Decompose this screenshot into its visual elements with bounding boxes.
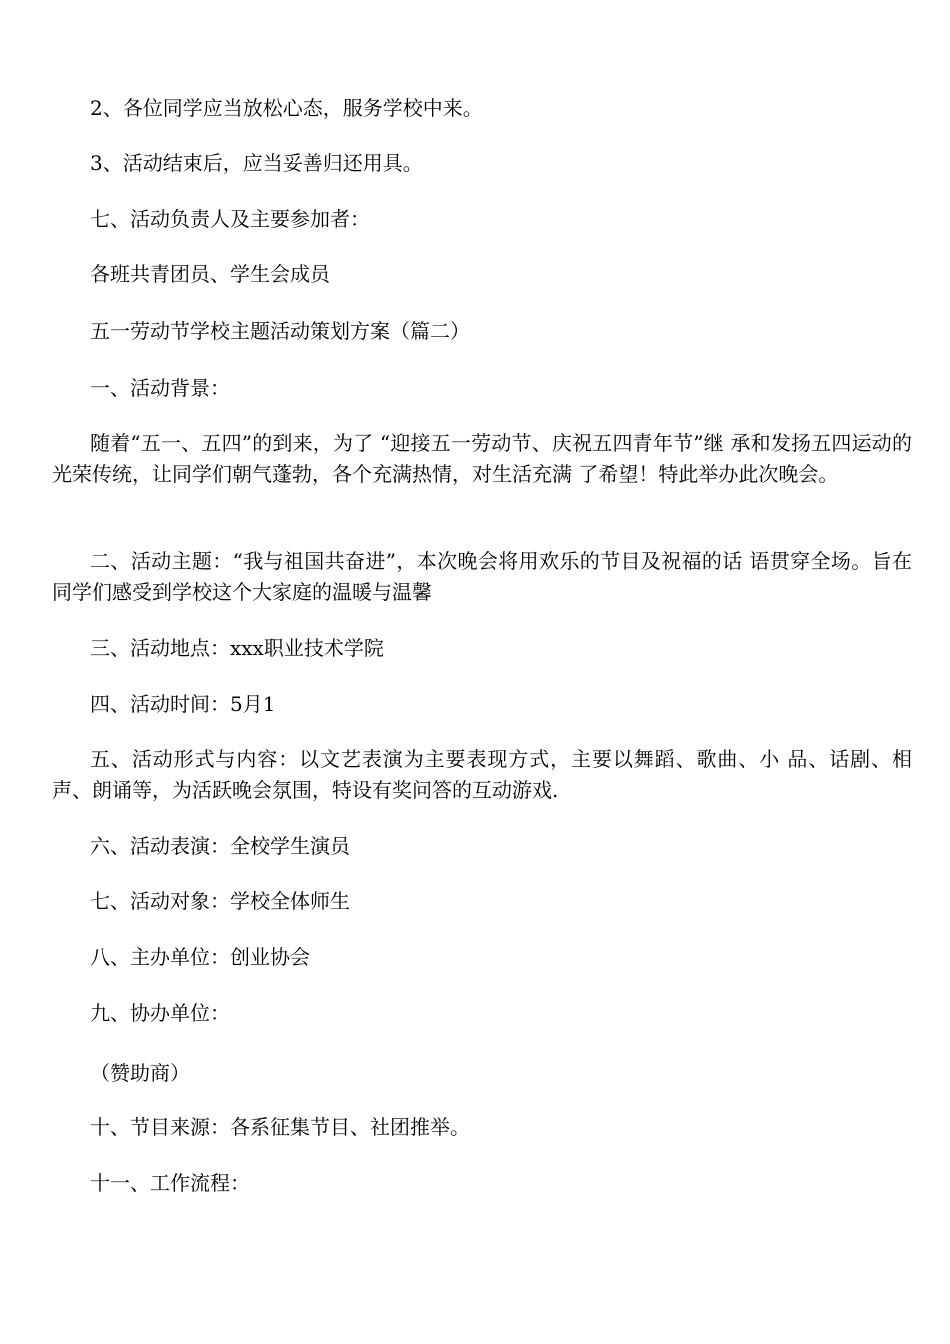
sponsor-text: （赞助商） [90, 1061, 190, 1085]
participants-text: 各班共青团员、学生会成员 [90, 262, 330, 286]
background-paragraph: 随着“五一、五四”的到来，为了 “迎接五一劳动节、庆祝五四青年节”继 承和发扬五四运动的光荣传统，让同学们朝气蓬勃，各个充满热情，对生活充满 了希望！特此举办此次晚会。 [52, 431, 912, 486]
list-item-2: 2、各位同学应当放松心态，服务学校中来。 [90, 96, 483, 120]
format-paragraph: 五、活动形式与内容：以文艺表演为主要表现方式，主要以舞蹈、歌曲、小 品、话剧、相声、朗诵等，为活跃晚会氛围，特设有奖问答的互动游戏. [52, 747, 912, 802]
co-organizer-text: 九、协办单位： [90, 1001, 230, 1025]
performers-text: 六、活动表演：全校学生演员 [90, 834, 350, 858]
organizer-text: 八、主办单位：创业协会 [90, 945, 310, 969]
section-heading-7: 七、活动负责人及主要参加者： [90, 207, 370, 231]
time-text: 四、活动时间：5月1 [90, 692, 276, 716]
theme-paragraph: 二、活动主题：“我与祖国共奋进”，本次晚会将用欢乐的节目及祝福的话 语贯穿全场。旨在同学们感受到学校这个大家庭的温暖与温馨 [52, 549, 912, 604]
workflow-heading: 十一、工作流程： [90, 1171, 250, 1195]
venue-text: 三、活动地点：xxx职业技术学院 [90, 636, 384, 660]
document-title: 五一劳动节学校主题活动策划方案（篇二） [90, 319, 470, 343]
list-item-3: 3、活动结束后，应当妥善归还用具。 [90, 151, 423, 175]
section-heading-background: 一、活动背景： [90, 376, 230, 400]
audience-text: 七、活动对象：学校全体师生 [90, 889, 350, 913]
program-source-text: 十、节目来源：各系征集节目、社团推举。 [90, 1115, 470, 1139]
